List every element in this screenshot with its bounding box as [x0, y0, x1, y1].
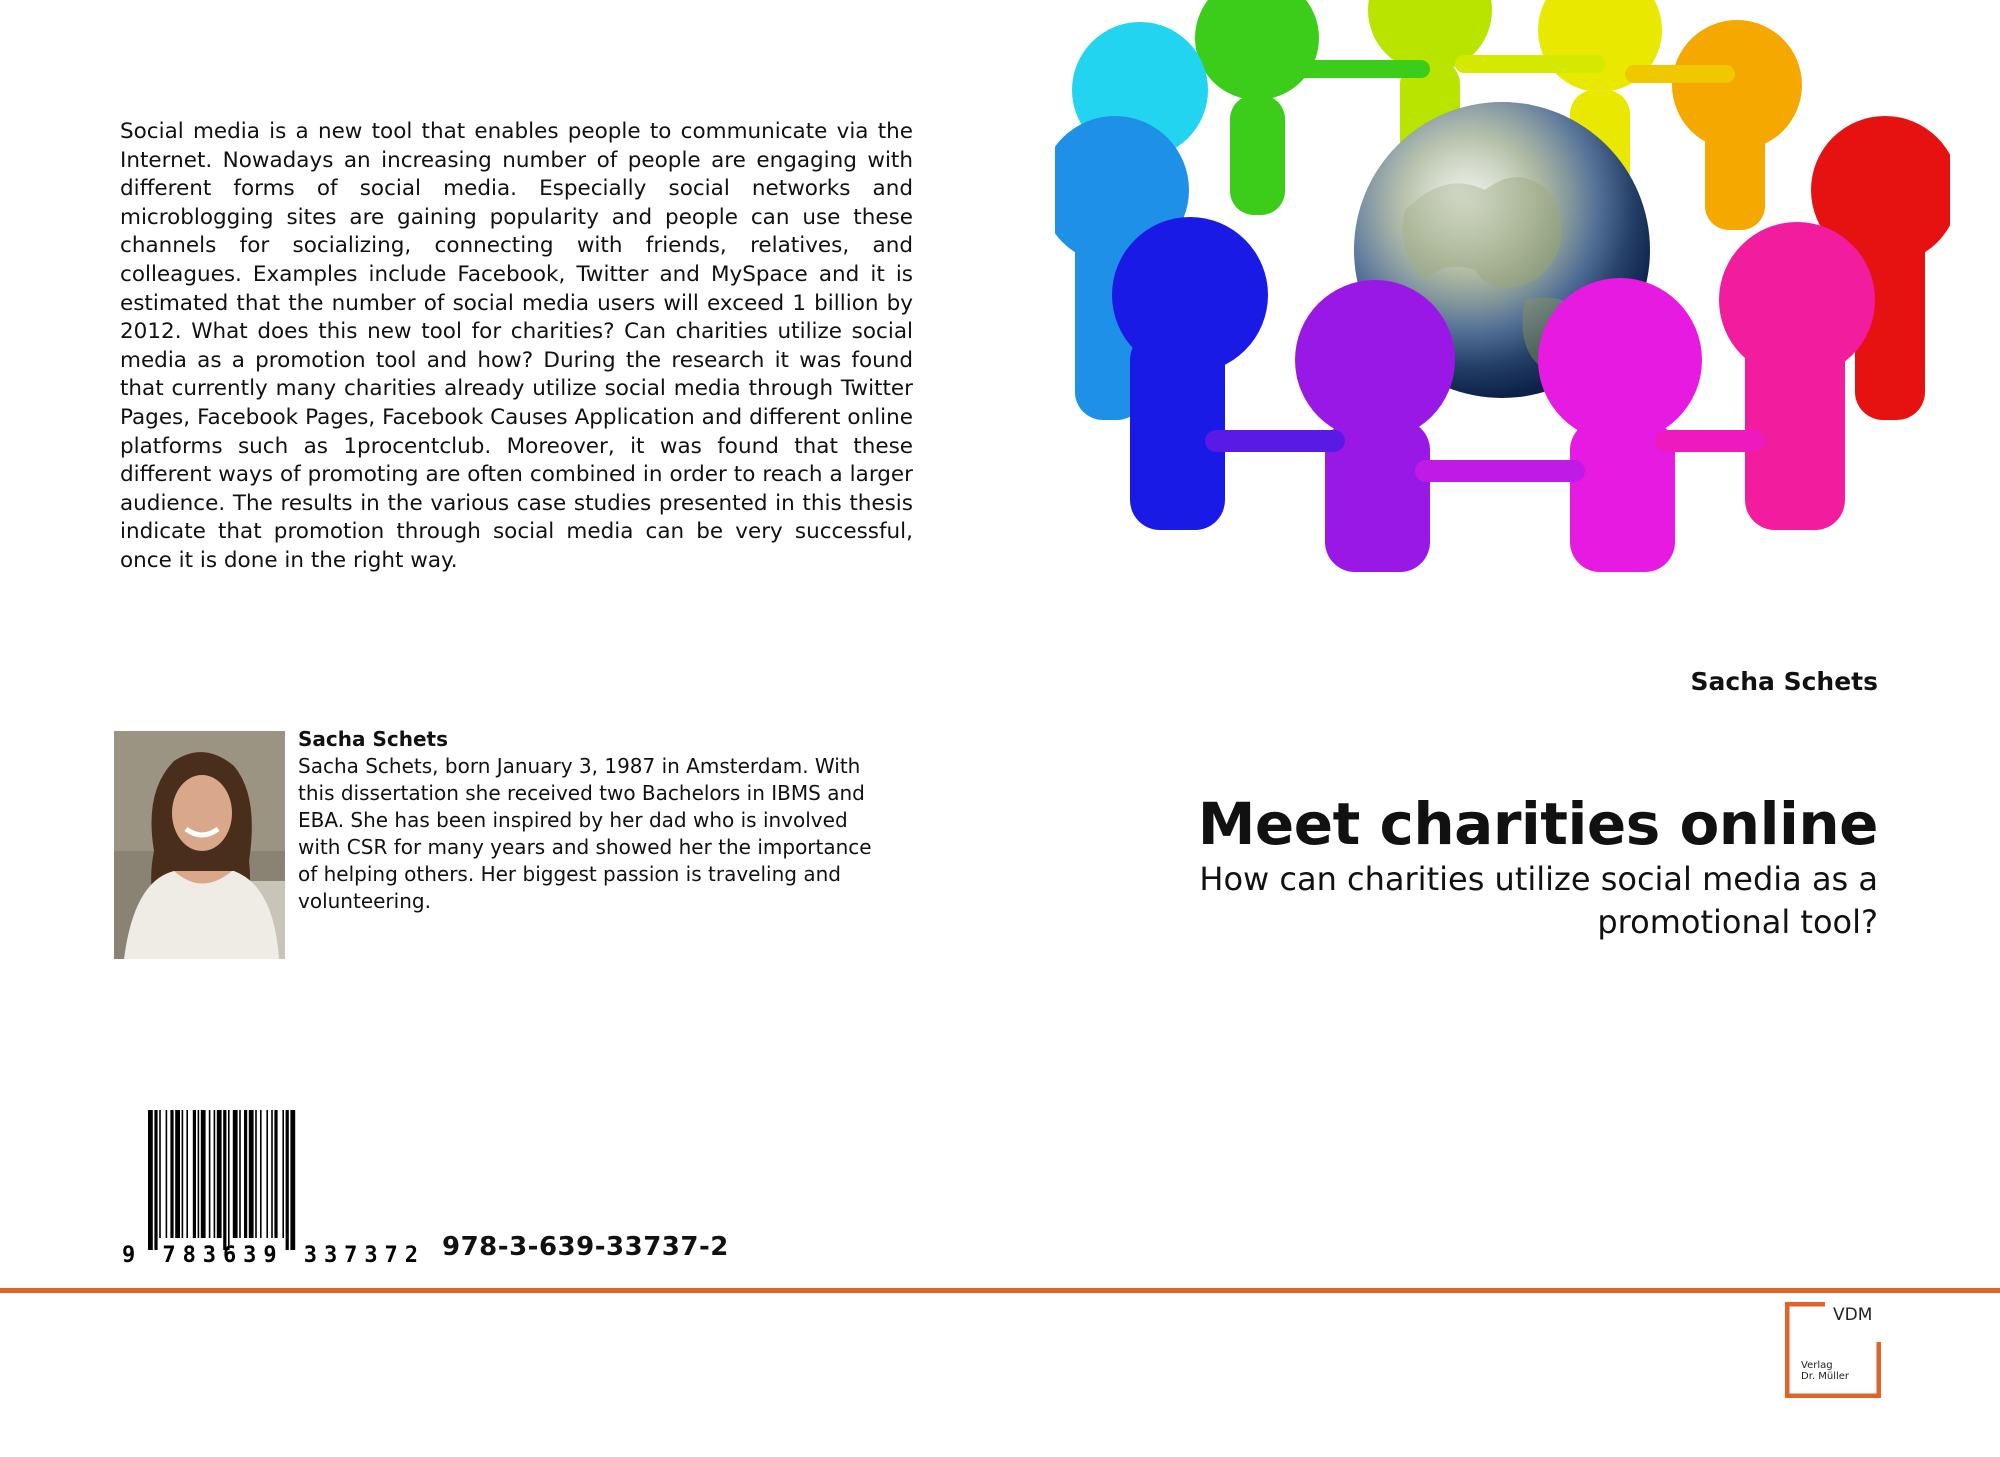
barcode-bar [193, 1110, 196, 1238]
barcode-bar [159, 1110, 161, 1238]
barcode-bar [175, 1110, 180, 1238]
barcode-bar [214, 1110, 216, 1238]
barcode-bar [274, 1110, 277, 1238]
author-bio [298, 726, 878, 915]
barcode-bar [233, 1110, 238, 1238]
logo-vdm-text: VDM [1833, 1305, 1873, 1325]
barcode-bar [290, 1110, 295, 1250]
logo-verlag-text: Verlag Dr. Müller [1801, 1360, 1850, 1382]
isbn-barcode [120, 1110, 420, 1274]
orange-divider [0, 1288, 2000, 1293]
isbn-number: 978-3-639-33737-2 [442, 1232, 729, 1262]
barcode-bar [217, 1110, 222, 1238]
barcode-digits: 9 783639 337372 [122, 1243, 418, 1268]
barcode-bars [120, 1110, 420, 1270]
bio-author-name: Sacha Schets [298, 727, 448, 751]
author-portrait-image [114, 731, 285, 959]
barcode-bar [282, 1110, 284, 1238]
barcode-bar [249, 1110, 254, 1238]
barcode-bar [166, 1110, 168, 1238]
barcode-bar [209, 1110, 211, 1238]
barcode-bar [244, 1110, 247, 1238]
barcode-bar [255, 1110, 257, 1238]
barcode-bar [239, 1110, 241, 1238]
barcode-bar [198, 1110, 200, 1238]
barcode-bar [182, 1110, 184, 1238]
barcode-bar [266, 1110, 268, 1238]
barcode-bar [186, 1110, 188, 1238]
barcode-bar [154, 1110, 157, 1250]
publisher-logo [1785, 1302, 1881, 1398]
cover-illustration [1055, 0, 1950, 572]
barcode-bar [201, 1110, 206, 1238]
barcode-bar [286, 1110, 289, 1250]
barcode-bar [148, 1110, 153, 1250]
people-around-globe-image [1055, 0, 1950, 572]
author-photo [114, 731, 285, 959]
front-author-name: Sacha Schets [1690, 667, 1878, 696]
barcode-bar [223, 1110, 226, 1250]
book-title: Meet charities online [1197, 790, 1878, 858]
barcode-bar [228, 1110, 230, 1250]
barcode-bar [260, 1110, 262, 1238]
back-cover-blurb: Social media is a new tool that enables people to communicate via the Internet. Nowadays an increasing number of people are engaging with different forms of social media. Especially social networks and microblogging sites are gaining popularity and people can use these channels for socializing, connecting with friends, relatives, and colleagues. Examples include Facebook, Twitter and MySpace and it is estimated that the number of social media users will exceed 1 billion by 2012. What does this new tool for charities? Can charities utilize social media as a promotion tool and how? During the research it was found that currently many charities already utilize social media through Twitter Pages, Facebook Pages, Facebook Causes Application and different online platforms such as 1procentclub. Moreover, it was found that these different ways of promoting are often combined in order to reach a larger audience. The results in the various case studies presented in this thesis indicate that promotion through social media can be very successful, once it is done in the right way. [120, 119, 913, 573]
barcode-bar [271, 1110, 273, 1238]
barcode-bar [170, 1110, 173, 1238]
book-subtitle: How can charities utilize social media as a promotional tool? [1199, 860, 1878, 941]
bio-text: Sacha Schets, born January 3, 1987 in Amsterdam. With this dissertation she received two Bachelors in IBMS and EBA. She has been inspired by her dad who is involved with CSR for many years and showed her the importance of helping others. Her biggest passion is traveling and volunteering. [298, 754, 872, 913]
